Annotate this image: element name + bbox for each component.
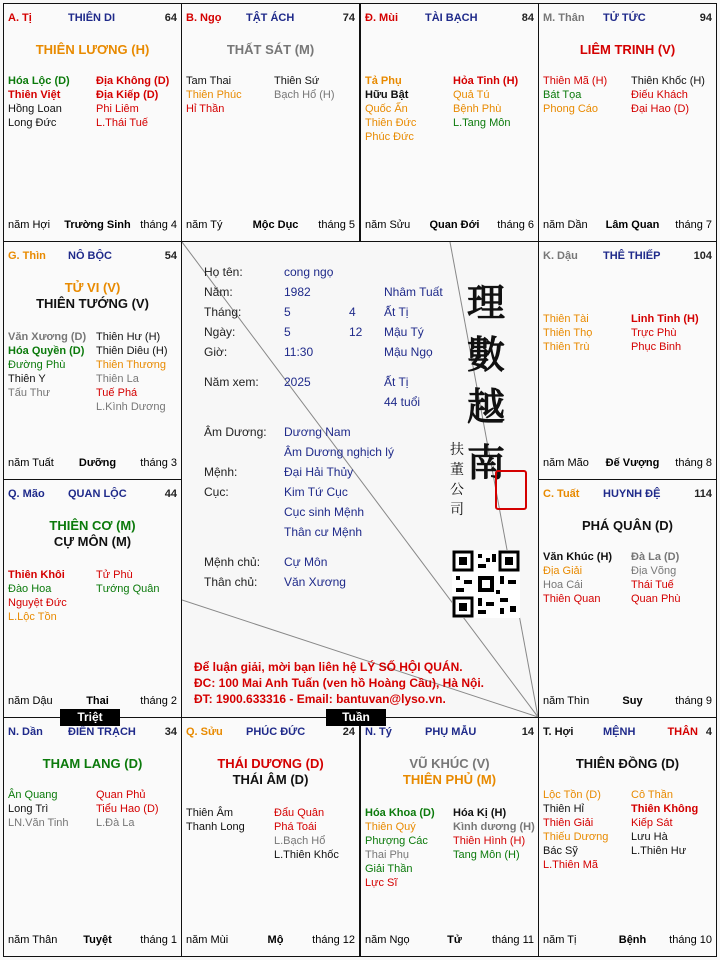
minor-star: Thai Phụ	[365, 849, 410, 861]
view-year-value: 2025	[284, 375, 311, 389]
minor-star: Thiên Diêu (H)	[96, 345, 168, 357]
minor-star: Địa Giải	[543, 565, 583, 577]
minor-star: Hữu Bật	[365, 89, 409, 101]
amduong-key: Âm Dương:	[204, 425, 267, 439]
footer-year: năm Tý	[186, 219, 223, 231]
minor-star: Tuế Phá	[96, 387, 138, 399]
palace-header	[543, 726, 712, 742]
minor-star: L.Thái Tuế	[96, 117, 148, 129]
palace-header	[186, 12, 355, 28]
menh-value: Đại Hải Thủy	[284, 465, 354, 479]
palace-name: PHỤ MẪU	[425, 726, 477, 738]
minor-star: Long Trì	[8, 803, 49, 815]
palace-branch: K. Dậu	[543, 250, 578, 262]
footer-year: năm Dậu	[8, 695, 53, 707]
minor-star: Điếu Khách	[631, 89, 688, 101]
major-star: THẤT SÁT (M)	[226, 42, 315, 57]
minor-star: Phúc Đức	[365, 131, 414, 143]
palace-footer	[8, 934, 177, 948]
minor-star: Thiên Âm	[186, 807, 234, 819]
palace-branch: Q. Sửu	[186, 726, 223, 738]
minor-star: Phi Liêm	[96, 103, 139, 115]
minor-star: Thiên Quý	[365, 821, 416, 833]
amduong-1: Dương Nam	[284, 425, 351, 439]
right-star-list	[96, 568, 160, 596]
palace-branch: Q. Mão	[8, 488, 45, 500]
palace-header	[543, 488, 712, 504]
palace-header	[543, 250, 712, 266]
minor-star: Linh Tinh (H)	[631, 313, 699, 325]
footer-month: tháng 7	[675, 219, 712, 231]
minor-star: Kình dương (H)	[453, 821, 535, 833]
right-star-list	[453, 806, 535, 862]
day-value: 5	[284, 325, 291, 339]
footer-stage: Đế Vượng	[605, 457, 660, 469]
palace-footer	[543, 457, 712, 471]
palace-number: 4	[705, 726, 712, 738]
tuan-tag: Tuần	[326, 709, 386, 726]
palace-branch: A. Tị	[8, 12, 32, 24]
palace-cell-dan	[3, 717, 182, 957]
palace-name: PHÚC ĐỨC	[246, 726, 306, 738]
major-star: THAM LANG (D)	[42, 756, 143, 771]
left-star-list	[543, 550, 612, 606]
footer-stage: Tuyệt	[83, 934, 112, 946]
footer-year: năm Thìn	[543, 695, 590, 707]
footer-year: năm Mão	[543, 457, 589, 469]
minor-star: LN.Văn Tinh	[8, 817, 69, 829]
palace-footer	[543, 695, 712, 709]
footer-stage: Lâm Quan	[605, 219, 660, 231]
minor-star: Hóa Kị (H)	[453, 807, 507, 819]
palace-footer	[8, 457, 177, 471]
minor-star: Thiên La	[96, 373, 139, 385]
triet-tag: Triệt	[60, 709, 120, 726]
minor-star: Thanh Long	[186, 821, 245, 833]
minor-star: Phá Toái	[274, 821, 317, 833]
footer-stage: Mộc Dục	[252, 219, 299, 231]
right-star-list	[631, 550, 681, 606]
palace-header	[8, 250, 177, 266]
palace-name: TẬT ÁCH	[246, 12, 295, 24]
minor-star: Thiên Thọ	[543, 327, 593, 339]
palace-footer	[8, 695, 177, 709]
palace-name: TÀI BẠCH	[425, 12, 478, 24]
minor-star: Thiên Đức	[365, 117, 417, 129]
palace-header	[365, 12, 534, 28]
left-star-list	[365, 74, 416, 144]
footer-stage: Tử	[447, 934, 462, 946]
minor-star: Thiên Hình (H)	[453, 835, 526, 847]
month-value: 5	[284, 305, 291, 319]
major-star: PHÁ QUÂN (D)	[582, 518, 673, 533]
right-star-list	[96, 330, 168, 414]
palace-cell-tuat	[538, 479, 717, 718]
minor-star: Nguyệt Đức	[8, 597, 67, 609]
palace-cell-suu	[181, 717, 360, 957]
left-star-list	[8, 568, 67, 624]
footer-year: năm Tuất	[8, 457, 54, 469]
palace-name: HUYNH ĐỆ	[603, 488, 661, 500]
footer-stage: Suy	[622, 695, 643, 707]
footer-stage: Thai	[86, 695, 109, 707]
footer-stage: Quan Đới	[429, 219, 480, 231]
minor-star: Đào Hoa	[8, 583, 52, 595]
minor-star: Địa Kiếp (D)	[96, 89, 159, 101]
than-chu-key: Thân chủ:	[204, 575, 258, 589]
left-star-list	[365, 806, 435, 890]
name-value: cong ngọ	[284, 265, 334, 279]
palace-branch: N. Dần	[8, 726, 43, 738]
minor-star: Lực Sĩ	[365, 877, 398, 889]
major-star: THIÊN LƯƠNG (H)	[35, 42, 150, 57]
left-star-list	[8, 788, 69, 830]
palace-header	[8, 488, 177, 504]
palace-branch: N. Tý	[365, 726, 392, 738]
menh-key: Mệnh:	[204, 465, 238, 479]
day-canchi: Mậu Tý	[384, 325, 424, 339]
minor-star: Hóa Quyền (D)	[8, 345, 85, 357]
minor-star: Thiên Sứ	[274, 75, 320, 87]
palace-number: 14	[521, 726, 534, 738]
palace-header	[365, 726, 534, 742]
footer-month: tháng 4	[140, 219, 177, 231]
minor-star: Hoa Cái	[543, 579, 583, 591]
palace-name: NÔ BỘC	[68, 250, 112, 262]
palace-cell-than	[538, 3, 717, 242]
minor-star: L.Bạch Hổ	[274, 835, 326, 847]
footer-month: tháng 8	[675, 457, 712, 469]
palace-name: QUAN LỘC	[68, 488, 127, 500]
than-chu-value: Văn Xương	[284, 575, 346, 589]
minor-star: Thiên Mã (H)	[543, 75, 608, 87]
minor-star: L.Thiên Khốc	[274, 849, 339, 861]
minor-star: Lưu Hà	[631, 831, 668, 843]
palace-number: 74	[342, 12, 355, 24]
footer-month: tháng 2	[140, 695, 177, 707]
minor-star: Thiên Trù	[543, 341, 590, 353]
footer-month: tháng 1	[140, 934, 177, 946]
palace-footer	[543, 934, 712, 948]
right-star-list	[274, 806, 339, 862]
left-star-list	[186, 806, 245, 834]
qr-code-icon[interactable]	[452, 550, 520, 618]
minor-star: Long Đức	[8, 117, 57, 129]
minor-star: Kiếp Sát	[631, 817, 673, 829]
calligraphy-char-3: 越	[467, 384, 506, 429]
left-star-list	[543, 74, 607, 116]
year-value: 1982	[284, 285, 311, 299]
major-star: THIÊN TƯỚNG (V)	[36, 296, 149, 311]
palace-footer	[186, 934, 355, 948]
minor-star: Hồng Loan	[8, 103, 62, 115]
left-star-list	[186, 74, 242, 116]
major-star: VŨ KHÚC (V)	[409, 756, 490, 771]
footer-month: tháng 12	[312, 934, 355, 946]
footer-year: năm Hợi	[8, 219, 51, 231]
minor-star: Thiên Thương	[96, 359, 167, 371]
minor-star: Hỏa Tinh (H)	[453, 75, 519, 87]
contact-line-2: ĐC: 100 Mai Anh Tuấn (ven hồ Hoàng Cầu), Hà Nội.	[194, 676, 485, 690]
minor-star: Thiên Y	[8, 373, 46, 385]
calligraphy-char-2: 數	[467, 332, 506, 377]
left-star-list	[8, 330, 86, 400]
amduong-2: Âm Dương nghịch lý	[284, 445, 394, 459]
age: 44 tuổi	[384, 395, 421, 409]
minor-star: Địa Võng	[631, 565, 677, 577]
major-star: CỰ MÔN (M)	[53, 534, 132, 549]
major-star: THIÊN ĐỒNG (D)	[575, 756, 680, 771]
minor-star: L.Lộc Tồn	[8, 611, 57, 623]
palace-cell-mui	[360, 3, 539, 242]
palace-name: TỬ TỨC	[603, 12, 646, 24]
contact-line-1: Để luận giải, mời bạn liên hệ LÝ SỐ HỘI QUÁN.	[194, 660, 463, 674]
cuc-3: Thân cư Mệnh	[284, 525, 363, 539]
cuc-key: Cục:	[204, 485, 229, 499]
footer-year: năm Thân	[8, 934, 58, 946]
right-star-list	[96, 788, 159, 830]
month-canchi: Ất Tị	[384, 305, 409, 319]
minor-star: Phục Binh	[631, 341, 682, 353]
footer-stage: Dưỡng	[78, 457, 117, 469]
minor-star: Thiên Tài	[543, 313, 589, 325]
footer-stage: Trường Sinh	[64, 219, 131, 231]
palace-cell-dau	[538, 241, 717, 480]
palace-branch: M. Thân	[543, 12, 585, 24]
footer-year: năm Mùi	[186, 934, 229, 946]
major-star: LIÊM TRINH (V)	[579, 42, 676, 57]
right-star-list	[96, 74, 169, 130]
minor-star: L.Kình Dương	[96, 401, 166, 413]
palace-number: 94	[699, 12, 712, 24]
minor-star: Quan Phù	[631, 593, 681, 605]
footer-month: tháng 11	[491, 934, 534, 946]
minor-star: Tử Phù	[96, 569, 133, 581]
minor-star: Bệnh Phù	[453, 103, 502, 115]
palace-number: 34	[164, 726, 177, 738]
footer-month: tháng 6	[497, 219, 534, 231]
palace-number: 64	[164, 12, 177, 24]
right-star-list	[453, 74, 518, 130]
palace-footer	[186, 219, 355, 233]
palace-branch: T. Hợi	[543, 726, 574, 738]
year-canchi: Nhâm Tuất	[384, 285, 443, 299]
palace-cell-ty	[3, 3, 182, 242]
palace-cell-mao	[3, 479, 182, 718]
hour-canchi: Mậu Ngọ	[384, 345, 433, 359]
palace-number: 104	[693, 250, 712, 262]
footer-month: tháng 10	[669, 934, 712, 946]
menh-chu-value: Cự Môn	[284, 555, 328, 569]
left-star-list	[543, 312, 592, 354]
palace-header	[8, 726, 177, 742]
day-lunar: 12	[349, 325, 363, 339]
view-year-key: Năm xem:	[204, 375, 259, 389]
footer-year: năm Sửu	[365, 219, 411, 231]
minor-star: Ân Quang	[8, 789, 58, 801]
red-seal-icon	[495, 470, 527, 510]
minor-star: Quả Tú	[453, 89, 490, 101]
footer-stage: Bệnh	[618, 934, 647, 946]
minor-star: Tiểu Hao (D)	[96, 803, 159, 815]
view-year-canchi: Ất Tị	[384, 375, 409, 389]
footer-year: năm Dần	[543, 219, 588, 231]
palace-footer	[365, 934, 534, 948]
minor-star: Thiên Giải	[543, 817, 594, 829]
cuc-1: Kim Tứ Cục	[284, 485, 348, 499]
minor-star: Giải Thần	[365, 863, 413, 875]
minor-star: L.Đà La	[96, 817, 135, 829]
minor-star: Thiên Khốc (H)	[631, 75, 705, 87]
palace-cell-ngo	[181, 3, 360, 242]
minor-star: Phong Cáo	[543, 103, 599, 115]
month-lunar: 4	[349, 305, 356, 319]
palace-footer	[543, 219, 712, 233]
minor-star: Bác Sỹ	[543, 845, 578, 857]
palace-branch: C. Tuất	[543, 488, 580, 500]
minor-star: Thiên Khôi	[8, 569, 65, 581]
minor-star: Thái Tuế	[631, 579, 674, 591]
palace-header	[8, 12, 177, 28]
hour-value: 11:30	[284, 345, 314, 359]
minor-star: Bát Tọa	[543, 89, 582, 101]
calligraphy-small: 扶 董 公 司	[450, 442, 464, 518]
palace-name: THÊ THIẾP	[603, 250, 661, 262]
minor-star: Hóa Lộc (D)	[8, 75, 70, 87]
minor-star: L.Thiên Hư	[631, 845, 687, 857]
day-key: Ngày:	[204, 325, 236, 339]
minor-star: Tả Phụ	[365, 75, 402, 87]
footer-month: tháng 9	[675, 695, 712, 707]
palace-footer	[8, 219, 177, 233]
minor-star: L.Thiên Mã	[543, 859, 599, 871]
minor-star: Tấu Thư	[8, 387, 51, 399]
palace-cell-thin	[3, 241, 182, 480]
right-star-list	[274, 74, 335, 102]
palace-number: 24	[342, 726, 355, 738]
minor-star: Thiên Hư (H)	[96, 331, 161, 343]
minor-star: Quốc Ấn	[365, 103, 408, 115]
right-star-list	[631, 312, 699, 354]
minor-star: Đại Hao (D)	[631, 103, 690, 115]
left-star-list	[8, 74, 70, 130]
minor-star: Bạch Hổ (H)	[274, 89, 335, 101]
palace-number: 84	[521, 12, 534, 24]
palace-cell-hoi	[538, 717, 717, 957]
hour-key: Giờ:	[204, 345, 228, 359]
palace-number: 114	[694, 488, 712, 500]
minor-star: Hóa Khoa (D)	[365, 807, 435, 819]
major-star: TỬ VI (V)	[64, 280, 121, 295]
minor-star: Quan Phủ	[96, 789, 146, 801]
major-star: THIÊN CƠ (M)	[49, 518, 136, 533]
palace-name: ĐIỀN TRẠCH	[68, 726, 136, 738]
minor-star: Trực Phù	[631, 327, 677, 339]
minor-star: Đà La (D)	[631, 551, 680, 563]
minor-star: Cô Thần	[631, 789, 673, 801]
minor-star: Thiên Việt	[8, 89, 61, 101]
right-star-list	[631, 74, 705, 116]
left-star-list	[543, 788, 608, 872]
calligraphy-char-4: 南	[467, 440, 506, 485]
major-star: THÁI DƯƠNG (D)	[217, 756, 324, 771]
palace-branch: Đ. Mùi	[365, 12, 398, 24]
palace-number: 54	[164, 250, 177, 262]
calligraphy-char-1: 理	[467, 280, 506, 325]
minor-star: Thiên Hỉ	[543, 803, 584, 815]
minor-star: Hỉ Thần	[186, 103, 225, 115]
palace-number: 44	[164, 488, 177, 500]
minor-star: Đẩu Quân	[274, 807, 325, 819]
major-star: THIÊN PHỦ (M)	[402, 772, 497, 787]
footer-year: năm Ngọ	[365, 934, 410, 946]
minor-star: Địa Không (D)	[96, 75, 170, 87]
footer-stage: Mộ	[267, 934, 284, 946]
minor-star: Thiên Phúc	[186, 89, 242, 101]
minor-star: Thiên Quan	[543, 593, 601, 605]
palace-header	[186, 726, 355, 742]
minor-star: L.Tang Môn	[453, 117, 511, 129]
minor-star: Đường Phù	[8, 359, 66, 371]
cuc-2: Cục sinh Mệnh	[284, 505, 365, 519]
minor-star: Tang Môn (H)	[453, 849, 520, 861]
than-marker: THÂN	[667, 726, 698, 738]
footer-month: tháng 3	[140, 457, 177, 469]
footer-year: năm Tị	[543, 934, 577, 946]
minor-star: Văn Xương (D)	[8, 331, 87, 343]
minor-star: Lộc Tồn (D)	[543, 789, 601, 801]
center-info-panel	[181, 241, 539, 718]
palace-branch: B. Ngọ	[186, 12, 222, 24]
major-star: THÁI ÂM (D)	[232, 772, 309, 787]
minor-star: Phượng Các	[365, 835, 428, 847]
palace-branch: G. Thìn	[8, 250, 46, 262]
contact-line-3[interactable]: ĐT: 1900.633316 - Email: bantuvan@lyso.vn.	[194, 692, 446, 706]
minor-star: Thiếu Dương	[543, 831, 609, 843]
palace-header	[543, 12, 712, 28]
palace-name: MỆNH	[603, 726, 636, 738]
minor-star: Tam Thai	[186, 75, 232, 87]
right-star-list	[631, 788, 698, 858]
palace-footer	[365, 219, 534, 233]
menh-chu-key: Mệnh chủ:	[204, 555, 261, 569]
minor-star: Văn Khúc (H)	[543, 551, 613, 563]
palace-name: THIÊN DI	[68, 12, 116, 24]
palace-cell-ty2	[360, 717, 539, 957]
month-key: Tháng:	[204, 305, 242, 319]
minor-star: Tướng Quân	[96, 583, 160, 595]
name-key: Họ tên:	[204, 265, 243, 279]
minor-star: Thiên Không	[631, 803, 699, 815]
year-key: Năm:	[204, 285, 233, 299]
footer-month: tháng 5	[318, 219, 355, 231]
